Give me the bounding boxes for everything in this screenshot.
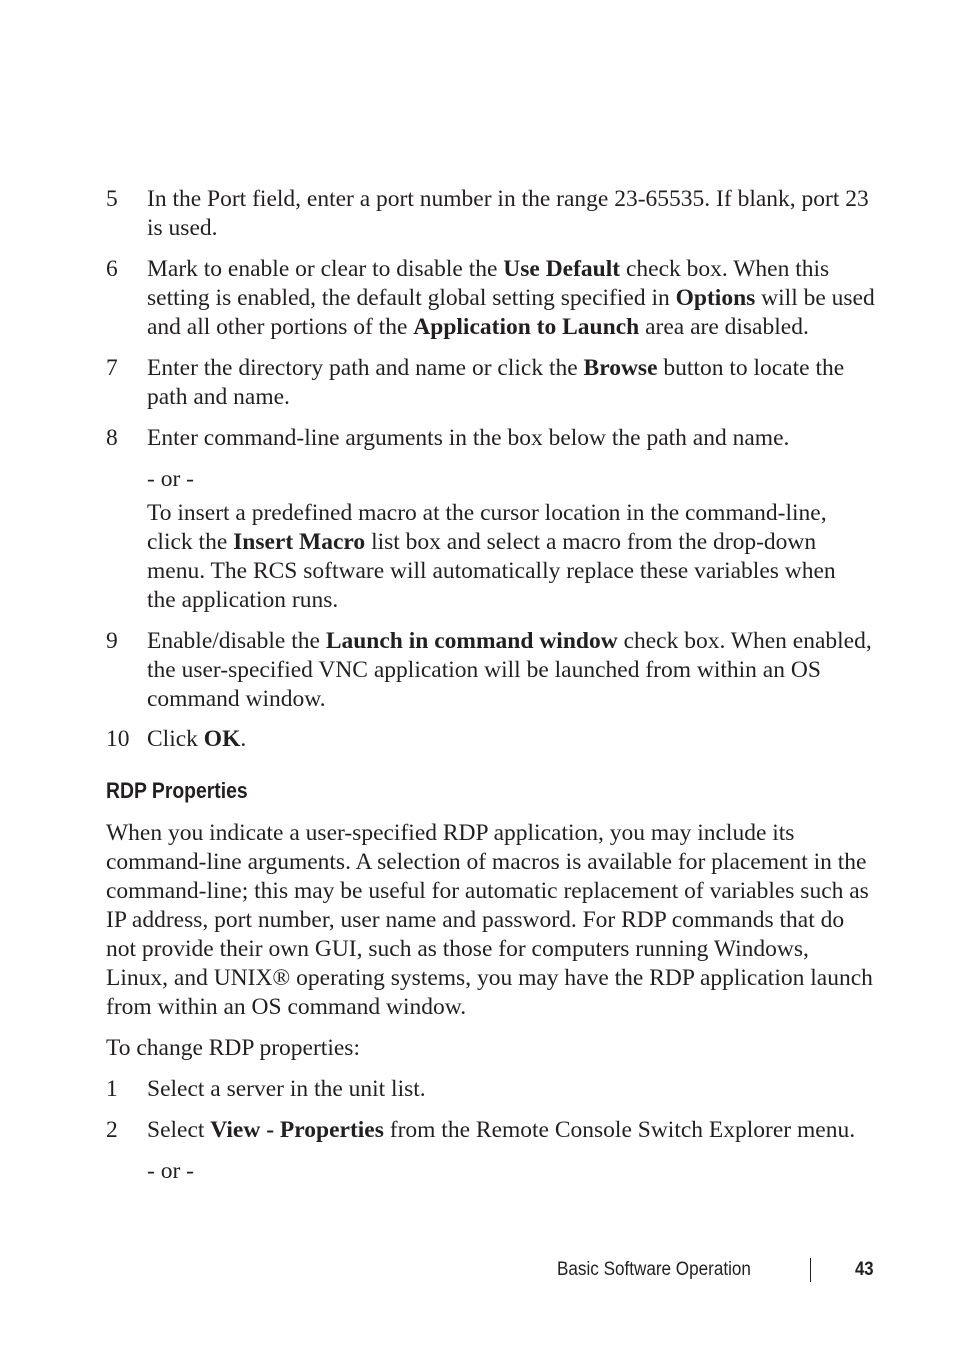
ui-term: OK <box>203 726 241 752</box>
step-number: 8 <box>106 425 118 451</box>
ui-term: Insert Macro <box>233 529 366 555</box>
step-number: 10 <box>106 726 130 752</box>
step-number: 2 <box>106 1117 118 1143</box>
step-text: Click OK. <box>147 726 247 752</box>
page-number: 43 <box>855 1259 874 1280</box>
footer-section-title: Basic Software Operation <box>557 1259 751 1280</box>
step-text: In the Port field, enter a port number in the range 23-65535. If blank, port 23 is used. <box>147 186 869 241</box>
ui-term: View - Properties <box>210 1117 384 1143</box>
step-number: 6 <box>106 256 118 282</box>
step-7 <box>106 354 876 412</box>
step-9 <box>106 627 876 714</box>
body-paragraph: When you indicate a user-specified RDP application, you may include its command-line arguments. A selection of macros is available for placement in the command-line; this may be useful for automatic replacement of variables such as IP address, port number, user name and password. For RDP commands that do not provide their own GUI, such as those for computers running Windows, Linux, and UNIX® operating systems, you may have the RDP application launch from within an OS command window. <box>106 820 873 1020</box>
ui-term: Options <box>675 285 756 311</box>
step-text: Select View - Properties from the Remote Console Switch Explorer menu. <box>147 1117 856 1143</box>
step-number: 5 <box>106 186 118 212</box>
or-separator: - or - <box>147 1158 194 1184</box>
step-text: Mark to enable or clear to disable the Use Default check box. When this setting is enabled, the default global setting specified in Options will be used and all other portions of the Application to Launch area are disabled. <box>147 256 875 340</box>
step-1 <box>106 1075 876 1104</box>
step-text: Enter the directory path and name or click the Browse button to locate the path and name. <box>147 355 845 410</box>
step-text: Enter command-line arguments in the box below the path and name. <box>147 425 790 451</box>
step-number: 9 <box>106 628 118 654</box>
step-6 <box>106 255 876 342</box>
ui-term: Browse <box>583 355 658 381</box>
step-text: Select a server in the unit list. <box>147 1076 426 1102</box>
step-2 <box>106 1116 876 1145</box>
step-number: 7 <box>106 355 118 381</box>
ui-term: Launch in command window <box>325 628 618 654</box>
step-5 <box>106 185 876 243</box>
ui-term: Application to Launch <box>413 314 640 340</box>
step-10 <box>106 725 876 754</box>
footer-divider <box>810 1258 811 1282</box>
intro-line: To change RDP properties: <box>106 1035 360 1061</box>
step-text: Enable/disable the Launch in command window check box. When enabled, the user-specified VNC application will be launched from within an OS command window. <box>147 628 872 712</box>
ui-term: Use Default <box>503 256 621 282</box>
section-heading: RDP Properties <box>106 778 248 803</box>
or-separator: - or - <box>147 466 194 492</box>
step-8 <box>106 424 876 453</box>
macro-paragraph: To insert a predefined macro at the cursor location in the command-line, click the Insert Macro list box and select a macro from the drop-down menu. The RCS software will automatically replace these variables when the application runs. <box>147 500 836 613</box>
step-number: 1 <box>106 1076 118 1102</box>
